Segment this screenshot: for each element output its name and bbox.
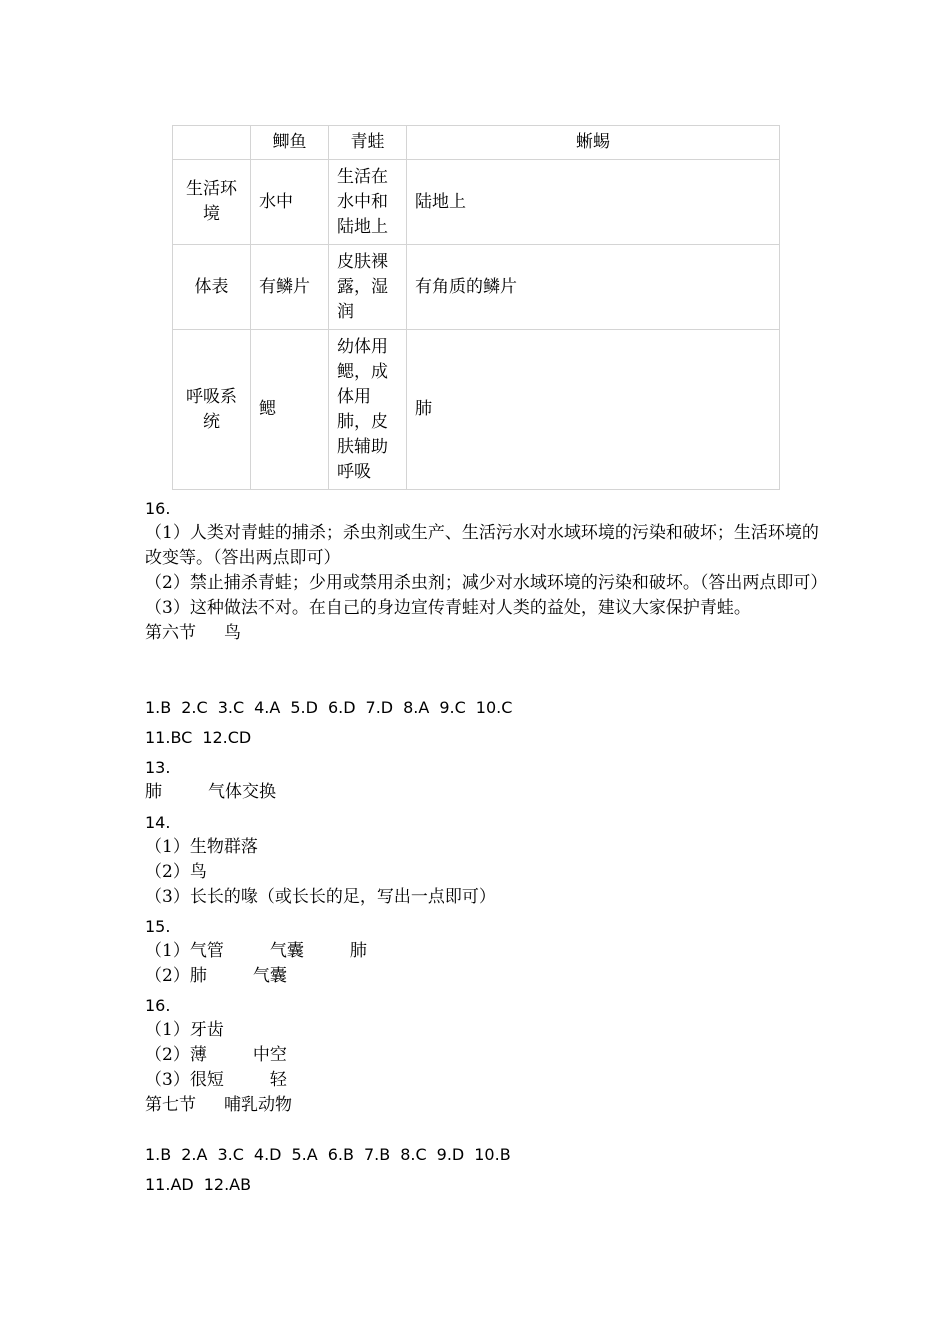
- table-header-cell: 蜥蜴: [407, 126, 780, 160]
- answer-paragraph: （3）这种做法不对。在自己的身边宣传青蛙对人类的益处，建议大家保护青蛙。: [145, 598, 751, 618]
- answer-paragraph: （2）禁止捕杀青蛙；少用或禁用杀虫剂；减少对水域环境的污染和破坏。（答出两点即可）: [145, 573, 828, 593]
- table-cell: 皮肤裸露，湿润: [329, 245, 407, 330]
- question-number: 13.: [145, 758, 171, 777]
- answer-text: 气囊: [269, 941, 304, 961]
- choice-answer: 3.C: [217, 1145, 244, 1164]
- table-cell: 陆地上: [407, 160, 780, 245]
- table-row: [173, 245, 780, 330]
- comparison-table: [172, 125, 780, 490]
- section-title: 鸟: [224, 623, 241, 643]
- choice-answer: 11.BC: [145, 728, 193, 747]
- choice-answer: 10.C: [475, 698, 513, 717]
- choice-answer: 11.AD: [145, 1175, 194, 1194]
- answer-text: （3）很短: [145, 1070, 224, 1090]
- answer-text: 气囊: [252, 966, 287, 986]
- choice-answers-line: [145, 1172, 825, 1197]
- answer-text: （1）气管: [145, 941, 224, 961]
- table-cell: 肺: [407, 330, 780, 490]
- answer-text: 中空: [252, 1045, 287, 1065]
- choice-answer: 5.D: [290, 698, 318, 717]
- question-number: 16.: [145, 499, 171, 518]
- choice-answer: 6.D: [327, 698, 356, 717]
- choice-answer: 7.B: [363, 1145, 391, 1164]
- table-header-cell: 鲫鱼: [251, 126, 329, 160]
- choice-answer: 1.B: [145, 698, 172, 717]
- choice-answer: 2.A: [181, 1145, 208, 1164]
- row-label: 体表: [173, 245, 251, 330]
- table-row: [173, 160, 780, 245]
- section-heading: [145, 621, 825, 646]
- section-heading: [145, 1093, 825, 1118]
- question-15: [145, 914, 825, 989]
- question-16: [145, 993, 825, 1118]
- choice-answers-line: [145, 695, 825, 720]
- answer-text: （1）牙齿: [145, 1020, 224, 1040]
- answer-text: （1）生物群落: [145, 837, 258, 857]
- choice-answer: 9.D: [436, 1145, 465, 1164]
- choice-answer: 12.CD: [202, 728, 252, 747]
- answer-text: （2）肺: [145, 966, 207, 986]
- answer-text: （2）薄: [145, 1045, 207, 1065]
- choice-answer: 1.B: [145, 1145, 172, 1164]
- table-header-row: [173, 126, 780, 160]
- table-cell: 有角质的鳞片: [407, 245, 780, 330]
- answer-text: 轻: [269, 1070, 287, 1090]
- choice-answers-line: [145, 725, 825, 750]
- table-header-cell: [173, 126, 251, 160]
- section-title: 哺乳动物: [224, 1095, 292, 1115]
- choice-answer: 10.B: [474, 1145, 511, 1164]
- choice-answer: 9.C: [439, 698, 466, 717]
- section-number: 第六节: [145, 623, 196, 643]
- choice-answer: 5.A: [291, 1145, 318, 1164]
- choice-answer: 8.C: [400, 1145, 427, 1164]
- section-number: 第七节: [145, 1095, 196, 1115]
- table-header-cell: 青蛙: [329, 126, 407, 160]
- answer-text: （2）鸟: [145, 862, 207, 882]
- row-label: 生活环境: [173, 160, 251, 245]
- choice-answer: 6.B: [327, 1145, 354, 1164]
- table-cell: 水中: [251, 160, 329, 245]
- choice-answer: 8.A: [403, 698, 430, 717]
- table-cell: 幼体用鳃，成体用肺，皮肤辅助呼吸: [329, 330, 407, 490]
- choice-answer: 4.A: [254, 698, 281, 717]
- answer-paragraph: （1）人类对青蛙的捕杀；杀虫剂或生产、生活污水对水域环境的污染和破坏；生活环境的改变等。（答出两点即可）: [145, 523, 819, 568]
- answer-text: 气体交换: [208, 782, 276, 802]
- answer-text: （3）长长的喙（或长长的足，写出一点即可）: [145, 887, 496, 907]
- question-number: 14.: [145, 813, 171, 832]
- choice-answer: 12.AB: [203, 1175, 252, 1194]
- answer-text: 肺: [349, 941, 367, 961]
- choice-answer: 2.C: [181, 698, 208, 717]
- choice-answer: 3.C: [217, 698, 245, 717]
- table-cell: 生活在水中和陆地上: [329, 160, 407, 245]
- question-14: [145, 810, 825, 910]
- choice-answer: 4.D: [253, 1145, 282, 1164]
- question-number: 16.: [145, 996, 171, 1015]
- question-16-answer: [145, 496, 828, 646]
- question-number: 15.: [145, 917, 171, 936]
- row-label: 呼吸系统: [173, 330, 251, 490]
- table-cell: 鳃: [251, 330, 329, 490]
- answer-text: 肺: [145, 782, 162, 802]
- choice-answers-line: [145, 1142, 825, 1167]
- choice-answer: 7.D: [365, 698, 394, 717]
- table-row: [173, 330, 780, 490]
- table-cell: 有鳞片: [251, 245, 329, 330]
- question-13: [145, 755, 825, 805]
